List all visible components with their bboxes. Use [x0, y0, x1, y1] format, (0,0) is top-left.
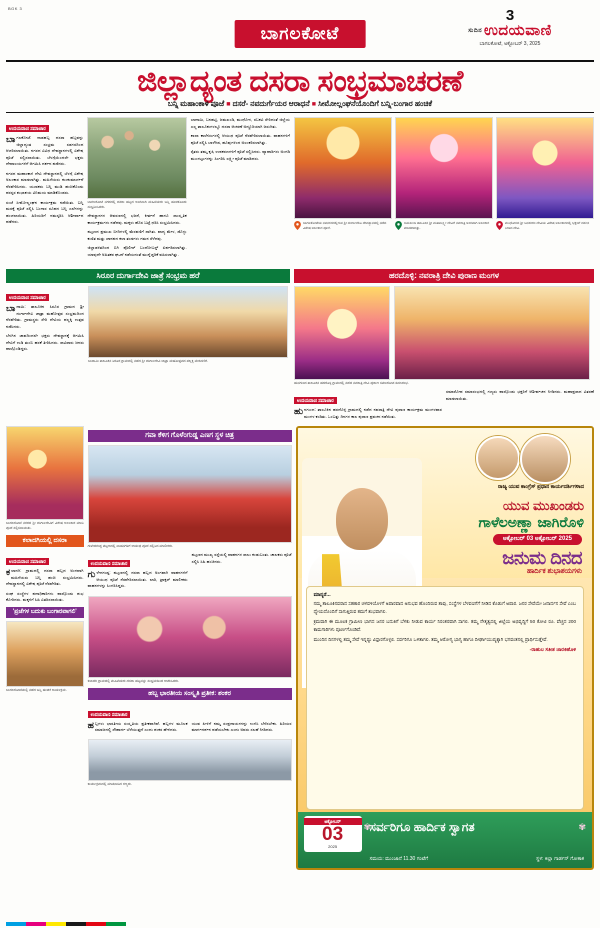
- article-paragraph: ಸಮಾರೋಪ ಸಮಾರಂಭದಲ್ಲಿ ಗಣ್ಯರು ಪಾಲ್ಗೊಂಡು ಭಕ್ತರಿಗೆ ಆಶೀರ್ವಚನ ನೀಡಿದರು. ಮಹಾಪ್ರಸಾದ ವಿತರಣೆ ಮಾಡಲಾಯಿತು.: [446, 389, 594, 401]
- ad-date-ribbon: ಅಕ್ಟೋಬರ್ 03 ಅಕ್ಟೋಬರ್ 2025: [493, 534, 582, 545]
- article-paragraph: ಹಬ್ಬಗಳು ಭಾರತೀಯ ಸಂಸ್ಕೃತಿಯ ಪ್ರತೀಕವಾಗಿವೆ. ಹಬ್ಬಗಳ ಮೂಲಕ ಸಮಾಜದಲ್ಲಿ ಸೌಹಾರ್ದ ಬೆಳೆಯುತ್ತದೆ ಎಂದು ಶಂಕರ ಹೇಳಿದರು.: [87, 719, 188, 733]
- ad-footer-welcome: ಸರ್ವರಿಗೂ ಹಾರ್ದಿಕ ಸ್ವಾಗತ: [369, 820, 475, 835]
- photo-caption: ಕಲಾದಗಿ ಗ್ರಾಮದಲ್ಲಿ ಮಹಿಳೆಯರು ದಸರಾ ಹಬ್ಬವನ್ನು ಸಂಭ್ರಮದಿಂದ ಆಚರಿಸಿದರು.: [87, 678, 180, 683]
- guledgudda-col-b: [192, 552, 292, 593]
- page-number: 3: [505, 7, 515, 24]
- article-paragraph: ಶಾಲಾ ಕಾಲೇಜುಗಳಲ್ಲಿ ಆಯುಧ ಪೂಜೆ ನೆರವೇರಿಸಲಾಯಿತು. ವಾಹನಗಳಿಗೆ ಪೂಜೆ ಸಲ್ಲಿಸಿ ಬಾಳೆಗಿಡ, ಹೂವುಗಳಿಂದ ಅಲಂಕರಿಸಲಾಗಿತ್ತು.: [190, 133, 290, 145]
- photo-caption-with-pin: [294, 221, 392, 230]
- photo-dasara-women: [87, 117, 186, 199]
- quote-box-title: 'ಪ್ರಜೆಗಳ ಬದುಕು ಬಂಗಾರವಾಗಲಿ': [6, 607, 84, 618]
- article-paragraph: ರೈತರು ತಮ್ಮ ಕೃಷಿ ಉಪಕರಣಗಳಿಗೆ ಪೂಜೆ ಸಲ್ಲಿಸಿದರು. ವ್ಯಾಪಾರಿಗಳು ಅಂಗಡಿ ಮುಂಗಟ್ಟುಗಳನ್ನು ಸಿಂಗರಿಸಿ ಲಕ್ಷ್ಮೀ ಪೂಜೆ ಮಾಡಿದರು.: [190, 149, 290, 161]
- photo-caption-with-pin: [496, 221, 594, 230]
- ad-paragraph: ಕ್ರಮವಾಗಿ ಈ ಮೂಲಕ ಗ್ರಾಮೀಣ ಭಾಗದ ಜನರ ಬದುಕಿಗೆ ಬೆಳಕು ನೀಡುವ ಕಾರ್ಯ ನಿರಂತರವಾಗಿ ಸಾಗಲಿ. ತಮ್ಮ ನೇತೃತ್ವದಲ್ಲಿ ಜಿಲ್ಲೆಯ ಅಭಿವೃದ್ಧಿಗೆ 50 ಕೋಟಿ ರೂ. ವೆಚ್ಚದ 200 ಕಾಮಗಾರಿಗಳು ಪೂರ್ಣಗೊಂಡಿವೆ.: [313, 619, 576, 632]
- kicker-badge: ಉದಯವಾಣಿ ಸಮಾಚಾರ: [6, 558, 49, 565]
- article-paragraph: ಸಂಜೆ ಸೀಮೋಲ್ಲಂಘನ ಕಾರ್ಯಕ್ರಮ ನಡೆಯಿತು. ಬನ್ನಿ ಮರಕ್ಕೆ ಪೂಜೆ ಸಲ್ಲಿಸಿ ಬಂಗಾರ ರೂಪದ ಬನ್ನಿ ಎಲೆಗಳನ್ನು ಹಂಚಲಾಯಿತು. ಹಿರಿಯರಿಗೆ ನಮಸ್ಕರಿಸಿ ಆಶೀರ್ವಾದ ಪಡೆದರು.: [6, 199, 84, 224]
- kicker-badge: ಉದಯವಾಣಿ ಸಮಾಚಾರ: [6, 125, 49, 132]
- article-paragraph: ಪಟ್ಟಣದ ಮುಖ್ಯ ರಸ್ತೆಯಲ್ಲಿ ವಾಹನಗಳ ಸಾಲು ಕಂಡುಬಂತು. ಚಾಲಕರು ಪೂಜೆ ಸಲ್ಲಿಸಿ ಸಿಹಿ ಹಂಚಿದರು.: [191, 552, 292, 564]
- ad-signature: -ರಾಹುಲ ಸತೀಶ ಜಾರಕಿಹೊಳಿ: [529, 646, 576, 653]
- page-corner-code: BGK 3: [8, 6, 23, 11]
- article-paragraph: ಯುವ ಪೀಳಿಗೆ ನಮ್ಮ ಸಂಪ್ರದಾಯಗಳನ್ನು ಉಳಿಸಿ ಬೆಳೆಸಬೇಕು. ಹಿರಿಯರ ಮಾರ್ಗದರ್ಶನ ಪಡೆಯಬೇಕು ಎಂದು ಅವರು ಸಲಹೆ ನೀಡಿದರು.: [191, 720, 292, 733]
- ad-footer: [298, 812, 592, 868]
- ad-footer-time: ಸಮಯ: ಮುಂಜಾನೆ 11.30 ಗಂಟೆಗೆ: [369, 856, 429, 863]
- temple-photo-block: [496, 117, 594, 230]
- ad-salutation: ಮಾನ್ಯರೆ...: [313, 592, 331, 599]
- ad-footer-day: 03: [322, 824, 344, 846]
- sirur-body: [6, 286, 290, 367]
- dateline: ಬಾಗಲಕೋಟೆ, ಅಕ್ಟೋಬರ್ 3, 2025: [479, 40, 541, 47]
- guledgudda-col-a: [88, 552, 188, 593]
- photo-caption: ಕಾರ್ಯಕ್ರಮದಲ್ಲಿ ಮಾತನಾಡಿದ ಗಣ್ಯರು.: [87, 781, 132, 786]
- culture-col-a: [88, 721, 188, 737]
- subheadline-part-1: ಬನ್ನಿ ಮಹಾಂಕಾಳಿ ಪೂಜೆ: [167, 99, 225, 108]
- ad-title-youth-leader: ಯುವ ಮುಖಂಡರು: [502, 498, 584, 514]
- kicker-badge: ಉದಯವಾಣಿ ಸಮಾಚಾರ: [6, 294, 49, 301]
- middle-right: [294, 265, 594, 423]
- photo-decorated-trucks: [88, 445, 292, 543]
- haradolli-text: [294, 389, 594, 423]
- haradolli-photo-left: [294, 286, 390, 380]
- photo-caption: ಬಾದಾಮಿ ತಾಲೂಕಿನ ಸಿರೂರ ಗ್ರಾಮದಲ್ಲಿ ನಡೆದ ಶ್ರೀ ದುರ್ಗಾದೇವಿ ಜಾತ್ರಾ ಮಹೋತ್ಸವದ ಪಲ್ಲಕ್ಕಿ ಮೆರವಣಿಗೆ.: [88, 359, 209, 364]
- subheadline-part-2: ದಸರೆ- ನವದುರ್ಗೆಯರ ಆರಾಧನೆ: [232, 99, 310, 108]
- ad-greeting: ಹಾರ್ದಿಕ ಶುಭಾಶಯಗಳು: [526, 568, 582, 576]
- photo-caption: ಗುಳೇದಗುಡ್ಡ ಪಟ್ಟಣದಲ್ಲಿ ವಾಹನಗಳಿಗೆ ಆಯುಧ ಪೂಜೆ ಸಲ್ಲಿಸಿದ ಮಾಲೀಕರು.: [87, 544, 174, 549]
- section-header-culture: ಹಬ್ಬ ಭಾರತೀಯ ಸಂಸ್ಕೃತಿ ಪ್ರತೀಕ: ಶಂಕರ: [88, 688, 292, 700]
- photo-decorated-goddess: [6, 426, 84, 520]
- photo-caption: ಬಾಗಲಕೋಟೆಯಲ್ಲಿ ನಡೆದ ಬನ್ನಿ ಹಂಚಿಕೆ ಕಾರ್ಯಕ್ರಮ.: [6, 687, 67, 692]
- article-paragraph: ದೇವಸ್ಥಾನಗಳ ಆವರಣದಲ್ಲಿ ಭಜನೆ, ಕೀರ್ತನೆ ಹಾಗೂ ಸಾಂಸ್ಕೃತಿಕ ಕಾರ್ಯಕ್ರಮಗಳು ನಡೆದವು. ಮಕ್ಕಳು ಹೊಸ ಬಟ್ಟೆ ಧರಿಸಿ ಸಂಭ್ರಮಿಸಿದರು.: [87, 213, 187, 225]
- article-paragraph: ಗುಳೇದಗುಡ್ಡ: ಪಟ್ಟಣದಲ್ಲಿ ದಸರಾ ಹಬ್ಬದ ಅಂಗವಾಗಿ ವಾಹನಗಳಿಗೆ ಆಯುಧ ಪೂಜೆ ನೆರವೇರಿಸಲಾಯಿತು. ಲಾರಿ, ಟ್ರಾಕ್ಟರ್ ಮಾಲೀಕರು ವಾಹನಗಳನ್ನು ಸಿಂಗರಿಸಿದ್ದರು.: [87, 569, 188, 589]
- publication-name: ಉದಯವಾಣಿ: [484, 22, 552, 39]
- bullet-square-icon: ■: [226, 101, 231, 108]
- column-two: [87, 117, 186, 261]
- page-title: ಜಿಲ್ಲಾದ್ಯಂತ ದಸರಾ ಸಂಭ್ರಮಾಚರಣೆ: [137, 65, 463, 98]
- caption-text: ಜಮಖಂಡಿ ತಾಲೂಕಿನ ಶ್ರೀ ಮಹಾಲಕ್ಷ್ಮೀ ದೇವಿಗೆ ನವರಾತ್ರಿ ಅಂಗವಾಗಿ ಅಲಂಕಾರ ಮಾಡಲಾಗಿತ್ತು.: [404, 221, 490, 230]
- masthead-city: ಬಾಗಲಕೋಟೆ: [235, 20, 366, 48]
- photo-caption: ಬಾಗಲಕೋಟೆ ನಗರದ ಶ್ರೀ ದುರ್ಗಾದೇವಿಗೆ ವಿಶೇಷ ಅಲಂಕಾರ ಮಾಡಿ ಪೂಜೆ ಸಲ್ಲಿಸಲಾಯಿತು.: [6, 521, 84, 531]
- photo-durga-temple: [294, 117, 392, 219]
- column-one: [6, 117, 83, 261]
- photo-palanquin-procession: [88, 286, 288, 358]
- ad-footer-year: 2025: [328, 844, 338, 850]
- section-header-haradolli: ಹರದೊಳ್ಳಿ: ನವರಾತ್ರಿ ದೇವಿ ಪುರಾಣ ಮಂಗಳ: [294, 269, 594, 283]
- photo-banashankari: [496, 117, 594, 219]
- location-pin-icon: [496, 221, 503, 230]
- middle-block: [6, 265, 594, 423]
- lower-col-three: [296, 426, 594, 870]
- ad-footer-month: ಅಕ್ಟೋಬರ್: [304, 818, 362, 825]
- photo-women-group: [88, 596, 292, 678]
- article-paragraph: ಬೆಳಗಿನ ಜಾವದಿಂದಲೇ ಭಕ್ತರು ದೇವಸ್ಥಾನಕ್ಕೆ ಆಗಮಿಸಿ ದೇವಿಗೆ ಉಡಿ ತುಂಬಿ ಹರಕೆ ತೀರಿಸಿದರು. ಸಾವಿರಾರು ಜನರು ಪಾಲ್ಗೊಂಡಿದ್ದರು.: [6, 333, 84, 352]
- top-block: [6, 117, 594, 261]
- print-registration-colorbar: [6, 922, 126, 926]
- haradolli-col-a: [294, 389, 442, 423]
- ad-message-body: [306, 586, 584, 810]
- article-paragraph: ಜಿಲ್ಲಾಡಳಿತದಿಂದ ಬಿಗಿ ಪೊಲೀಸ್ ಬಂದೋಬಸ್ತ್ ಏರ್ಪಡಿಸಲಾಗಿತ್ತು. ಯಾವುದೇ ಅಹಿತಕರ ಘಟನೆ ನಡೆಯದಂತೆ ಮುನ್ನೆಚ್ಚರಿಕೆ ವಹಿಸಲಾಗಿತ್ತು.: [87, 245, 187, 257]
- subheadline: [6, 99, 594, 113]
- article-paragraph: ಕಲಾದಗಿ: ಗ್ರಾಮದಲ್ಲಿ ದಸರಾ ಹಬ್ಬದ ಅಂಗವಾಗಿ ಮಹಿಳೆಯರು ಬನ್ನಿ ಹಂಚಿ ಸಂಭ್ರಮಿಸಿದರು. ದೇವಸ್ಥಾನದಲ್ಲಿ ವಿಶೇಷ ಪೂಜೆ ನೆರವೇರಿತು.: [6, 567, 84, 587]
- middle-left: [6, 265, 290, 423]
- ad-paragraph: ಮುಂದಿನ ದಿನಗಳಲ್ಲಿ ತಮ್ಮ ಸೇವೆ ಇನ್ನಷ್ಟು ವಿಸ್ತಾರಗೊಳ್ಳಲಿ. ಸರ್ವರಿಗೂ ಒಳಿತಾಗಲಿ. ತಮ್ಮ ಆರೋಗ್ಯ ಭಾಗ್ಯ ಹಾಗೂ ದೀರ್ಘಾಯುಷ್ಯಕ್ಕಾಗಿ ಭಗವಂತನಲ್ಲಿ ಪ್ರಾರ್ಥಿಸುತ್ತೇವೆ.: [313, 637, 548, 643]
- ad-header: [298, 428, 592, 578]
- caption-text: ಬಾಗಲಕೋಟೆಯ ನವನಗರದಲ್ಲಿರುವ ಶ್ರೀ ದುರ್ಗಾದೇವಿ ದೇವಸ್ಥಾನದಲ್ಲಿ ನಡೆದ ವಿಶೇಷ ಅಲಂಕಾರ ಪೂಜೆ.: [303, 221, 387, 230]
- photo-devi-idol: [294, 286, 390, 380]
- masthead-right: [430, 8, 590, 47]
- photo-bhandara: [6, 621, 84, 687]
- ad-occasion: ಜನುಮ ದಿನದ: [502, 548, 582, 569]
- sirur-text: [6, 286, 84, 367]
- photo-mahalakshmi: [395, 117, 493, 219]
- article-paragraph: ಬಾದಾಮಿ, ಬನಹಟ್ಟಿ, ಜಮಖಂಡಿ, ಮುಧೋಳ, ರಬಕವಿ ಸೇರಿದಂತೆ ಜಿಲ್ಲೆಯ ಎಲ್ಲ ತಾಲೂಕುಗಳಲ್ಲೂ ದಸರಾ ಆಚರಣೆ ಅದ್ಧೂರಿಯಾಗಿ ಜರುಗಿತು.: [190, 117, 290, 129]
- publication-logo: [430, 23, 590, 40]
- column-four: [294, 117, 594, 261]
- photo-caption-with-pin: [395, 221, 493, 230]
- article-paragraph: ನಗರದ ಮಹಾಂಕಾಳಿ ದೇವಿ ದೇವಸ್ಥಾನದಲ್ಲಿ ಬೆಳಗ್ಗೆ ವಿಶೇಷ ಅಲಂಕಾರ ಮಾಡಲಾಗಿತ್ತು. ಮಹಿಳೆಯರು ಕುಂಕುಮಾರ್ಚನೆ ನೆರವೇರಿಸಿದರು. ಯುವಕರು ಬನ್ನಿ ಮುಡಿ ಹಂಚಿಕೊಂಡು ಪರಸ್ಪರ ಶುಭಾಶಯ ವಿನಿಮಯ ಮಾಡಿಕೊಂಡರು.: [6, 170, 84, 195]
- photo-caption: ಬಾಗಲಕೋಟೆ ನಗರದಲ್ಲಿ ದಸರಾ ಹಬ್ಬದ ಅಂಗವಾಗಿ ಮಹಿಳೆಯರು ಬನ್ನಿ ಹಂಚಿಕೊಂಡು ಸಂಭ್ರಮಿಸಿದರು.: [87, 200, 187, 210]
- column-three: [191, 117, 290, 261]
- subheadline-part-3: ಸೀಮೋಲ್ಲಂಘನೆಯೊಂದಿಗೆ ಬನ್ನಿ-ಬಂಗಾರ ಹಂಚಿಕೆ: [318, 99, 433, 108]
- ad-person-name: ಗಾಳೆಲಅಣ್ಣಾ ಜಾಗಿರೊಳಿ: [478, 514, 584, 531]
- bullet-square-icon: ■: [311, 101, 317, 108]
- photo-meeting: [88, 739, 292, 781]
- lower-col-two: [88, 426, 292, 870]
- location-pin-icon: [294, 221, 301, 230]
- photo-caption: ಹುನಗುಂದ ತಾಲೂಕಿನ ಹರದೊಳ್ಳಿ ಗ್ರಾಮದಲ್ಲಿ ನಡೆದ ನವರಾತ್ರಿ ದೇವಿ ಪುರಾಣ ಸಮಾರೋಪ ಸಮಾರಂಭ.: [294, 381, 409, 386]
- culture-col-b: [192, 721, 292, 737]
- ad-date-box: [304, 816, 362, 852]
- ad-portrait-primary: [520, 434, 570, 484]
- article-paragraph: ಹುನಗುಂದ: ತಾಲೂಕಿನ ಹರದೊಳ್ಳಿ ಗ್ರಾಮದಲ್ಲಿ ನಡೆದ ನವರಾತ್ರಿ ದೇವಿ ಪುರಾಣ ಕಾರ್ಯಕ್ರಮ ಮಂಗಳವಾರ ಮಂಗಳ ಕಂಡಿತು. ಒಂಬತ್ತು ದಿನಗಳ ಕಾಲ ಪುರಾಣ ಪ್ರವಚನ ನಡೆಯಿತು.: [294, 406, 442, 419]
- section-header-sirur: ಸಿರೂರ ದುರ್ಗಾದೇವಿ ಜಾತ್ರೆ ಸಂಭ್ರಮ ಹರೆ: [6, 269, 290, 283]
- ad-portrait-secondary: [476, 436, 520, 480]
- article-paragraph: ಬಾಗಲಕೋಟೆ: ನಾಡಹಬ್ಬ ದಸರಾ ಹಬ್ಬವನ್ನು ಜಿಲ್ಲಾದ್ಯಂತ ಸಂಭ್ರಮ ಸಡಗರದಿಂದ ಆಚರಿಸಲಾಯಿತು. ನಗರದ ವಿವಿಧ ದೇವಸ್ಥಾನಗಳಲ್ಲಿ ವಿಶೇಷ ಪೂಜೆ ಸಲ್ಲಿಸಲಾಯಿತು. ಬೆಳಗ್ಗೆಯಿಂದಲೇ ಭಕ್ತರು ದೇವಾಲಯಗಳಿಗೆ ಆಗಮಿಸಿ ದರ್ಶನ ಪಡೆದರು.: [6, 134, 84, 166]
- birthday-advertisement[interactable]: [296, 426, 594, 870]
- ad-paragraph: ನಮ್ಮ ತಾಲೂಕಿನವರಾದ ಸಹಕಾರ ಚಳವಳಿಯೊಳಗೆ ಅಪಾರವಾದ ಅನುಭವ ಹೊಂದಿರುವ ತಾವು, ಸಂಸ್ಥೆಗಳ ಬೆಳವಣಿಗೆಗೆ ನೀಡಿದ ಕೊಡುಗೆ ಅಪಾರ. ಜನರ ಸೇವೆಯೇ ಜನಾರ್ದನ ಸೇವೆ ಎಂಬ ಧ್ಯೇಯದೊಂದಿಗೆ ಸಾಗುತ್ತಿರುವ ತಮಗೆ ಶುಭವಾಗಲಿ.: [313, 601, 576, 614]
- kicker-badge: ಉದಯವಾಣಿ ಸಮಾಚಾರ: [294, 397, 337, 404]
- culture-text: [88, 721, 292, 737]
- haradolli-body: [294, 286, 594, 380]
- section-header-kaladagi: ಕಲಾದಗಿಯಲ್ಲಿ ದಸರಾ: [6, 535, 84, 547]
- temple-photo-row: [294, 117, 594, 230]
- kicker-badge: ಉದಯವಾಣಿ ಸಮಾಚಾರ: [88, 560, 131, 567]
- temple-photo-block: [294, 117, 392, 230]
- ad-designation: ರಾಜ್ಯ ಯುವ ಕಾಂಗ್ರೆಸ್ ಪ್ರಧಾನ ಕಾರ್ಯದರ್ಶಿಗಳಾದ: [497, 484, 584, 491]
- kicker-badge: ಉದಯವಾಣಿ ಸಮಾಚಾರ: [88, 711, 131, 718]
- article-paragraph: ಸಂಘ ಸಂಸ್ಥೆಗಳ ಪದಾಧಿಕಾರಿಗಳು ಪಾಲ್ಗೊಂಡು ಶುಭ ಕೋರಿದರು. ಮಕ್ಕಳಿಗೆ ಸಿಹಿ ವಿತರಿಸಲಾಯಿತು.: [6, 590, 84, 603]
- caption-text: ಮುಧೋಳದ ಶ್ರೀ ಬನಶಂಕರಿ ದೇವಿಯ ವಿಶೇಷ ಅಲಂಕಾರದಲ್ಲಿ ಭಕ್ತರಿಗೆ ದರ್ಶನ ನೀಡಿದ ದೇವಿ.: [505, 221, 590, 230]
- ad-footer-venue: ಸ್ಥಳ: ಕಿಲ್ಲಾ ಗಾರ್ಡನ್ ಗೋಕಾಕ: [536, 856, 584, 863]
- masthead: [6, 4, 594, 62]
- lower-block: [6, 426, 594, 870]
- flower-icon: ✾: [578, 822, 586, 833]
- photo-stage-event: [394, 286, 590, 380]
- guledgudda-text: [88, 552, 292, 593]
- publication-sub: ಸುದಿನ: [468, 27, 483, 34]
- sirur-photo-block: [88, 286, 288, 367]
- location-pin-icon: [395, 221, 402, 230]
- section-header-guledgudda: ಗವಾ ಕೆಳಿಗ ಗೊಳೆಂಗುಡ್ಡ ಎಣಗ ಸ್ಥಳ ಚಿತ್ರ: [88, 430, 292, 442]
- haradolli-photo-right: [394, 286, 590, 380]
- article-paragraph: ಪಟ್ಟಣದ ಪ್ರಮುಖ ಬೀದಿಗಳಲ್ಲಿ ಮೆರವಣಿಗೆ ಸಾಗಿತು. ವಾದ್ಯ ಮೇಳ, ಡೊಳ್ಳು ಕುಣಿತ ಮತ್ತು ಜಾನಪದ ಕಲಾ ತಂಡಗಳು ಗಮನ ಸೆಳೆದವು.: [87, 229, 187, 241]
- article-paragraph: ಬಾದಾಮಿ: ತಾಲೂಕಿನ ಸಿರೂರ ಗ್ರಾಮದ ಶ್ರೀ ದುರ್ಗಾದೇವಿ ಜಾತ್ರಾ ಮಹೋತ್ಸವ ಸಂಭ್ರಮದಿಂದ ನೆರವೇರಿತು. ಗ್ರಾಮಸ್ಥರು ಸೇರಿ ದೇವಿಯ ಪಲ್ಲಕ್ಕಿ ಉತ್ಸವ ನಡೆಸಿದರು.: [6, 303, 84, 329]
- temple-photo-block: [395, 117, 493, 230]
- flower-icon: ✾: [363, 822, 372, 833]
- haradolli-col-b: [446, 389, 594, 423]
- lower-col-one: [6, 426, 84, 870]
